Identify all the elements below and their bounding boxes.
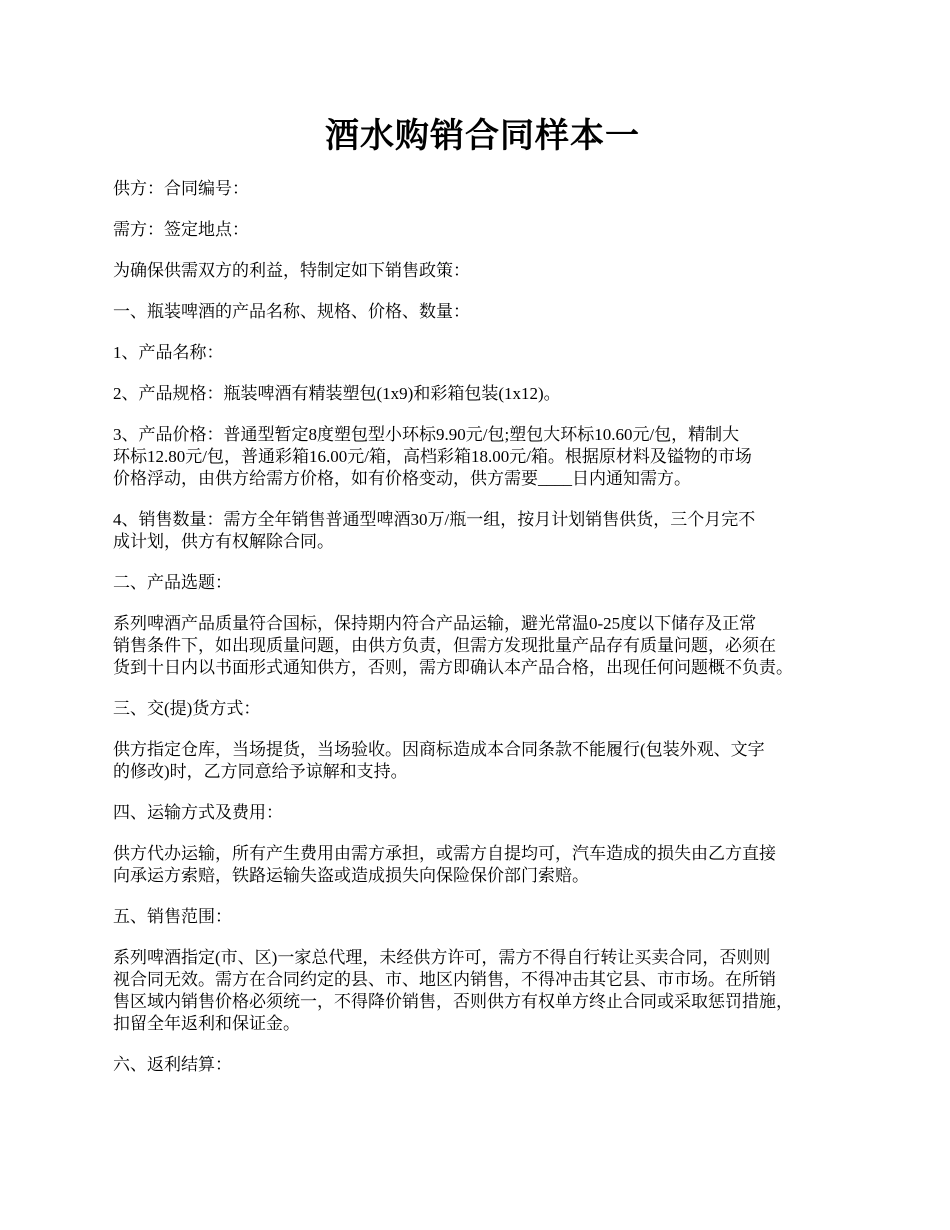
section-heading-4: 四、运输方式及费用： xyxy=(113,803,283,822)
delivery-paragraph: 供方指定仓库，当场提货，当场验收。因商标造成本合同条款不能履行(包装外观、文字 的修改)时，乙方同意给予谅解和支持。 xyxy=(113,740,765,781)
sales-scope-paragraph: 系列啤酒指定(市、区)一家总代理，未经供方许可，需方不得自行转让买卖合同，否则则 视合同无效。需方在合同约定的县、市、地区内销售，不得冲击其它县、市市场。在所销 售区域内销售价格必须统一，不得降价销售，否则供方有权单方终止合同或采取惩罚措施， 扣留全年返利和保证金。 xyxy=(113,948,793,1033)
clause-sales-quantity: 4、销售数量：需方全年销售普通型啤酒30万/瓶一组，按月计划销售供货，三个月完不 成计划，供方有权解除合同。 xyxy=(113,510,756,551)
clause-product-price: 3、产品价格：普通型暂定8度塑包型小环标9.90元/包;塑包大环标10.60元/包，精制大 环标12.80元/包，普通彩箱16.00元/箱，高档彩箱18.00元/箱。根据原材料及镒物的市场 价格浮动，由供方给需方价格，如有价格变动，供方需要____日内通知需方。 xyxy=(113,425,752,488)
section-heading-3: 三、交(提)货方式： xyxy=(113,699,261,718)
transport-paragraph: 供方代办运输，所有产生费用由需方承担，或需方自提均可，汽车造成的损失由乙方直接 向承运方索赔，铁路运输失盗或造成损失向保险保价部门索赔。 xyxy=(113,844,776,885)
supplier-line: 供方：合同编号： xyxy=(113,179,249,198)
clause-product-name: 1、产品名称： xyxy=(113,343,224,362)
section-heading-1: 一、瓶装啤酒的产品名称、规格、价格、数量： xyxy=(113,302,470,321)
clause-product-spec: 2、产品规格：瓶装啤酒有精装塑包(1x9)和彩箱包装(1x12)。 xyxy=(113,384,561,403)
document-title: 酒水购销合同样本一 xyxy=(325,118,640,155)
section-heading-5: 五、销售范围： xyxy=(113,907,232,926)
buyer-line: 需方：签定地点： xyxy=(113,220,249,239)
section-heading-6: 六、返利结算： xyxy=(113,1055,232,1074)
quality-paragraph: 系列啤酒产品质量符合国标，保持期内符合产品运输，避光常温0-25度以下储存及正常 销售条件下，如出现质量问题，由供方负责，但需方发现批量产品存有质量问题，必须在 货到十日内以书面形式通知供方，否则，需方即确认本产品合格，出现任何问题概不负责。 xyxy=(113,614,793,677)
section-heading-2: 二、产品选题： xyxy=(113,573,232,592)
intro-paragraph: 为确保供需双方的利益，特制定如下销售政策： xyxy=(113,261,470,280)
